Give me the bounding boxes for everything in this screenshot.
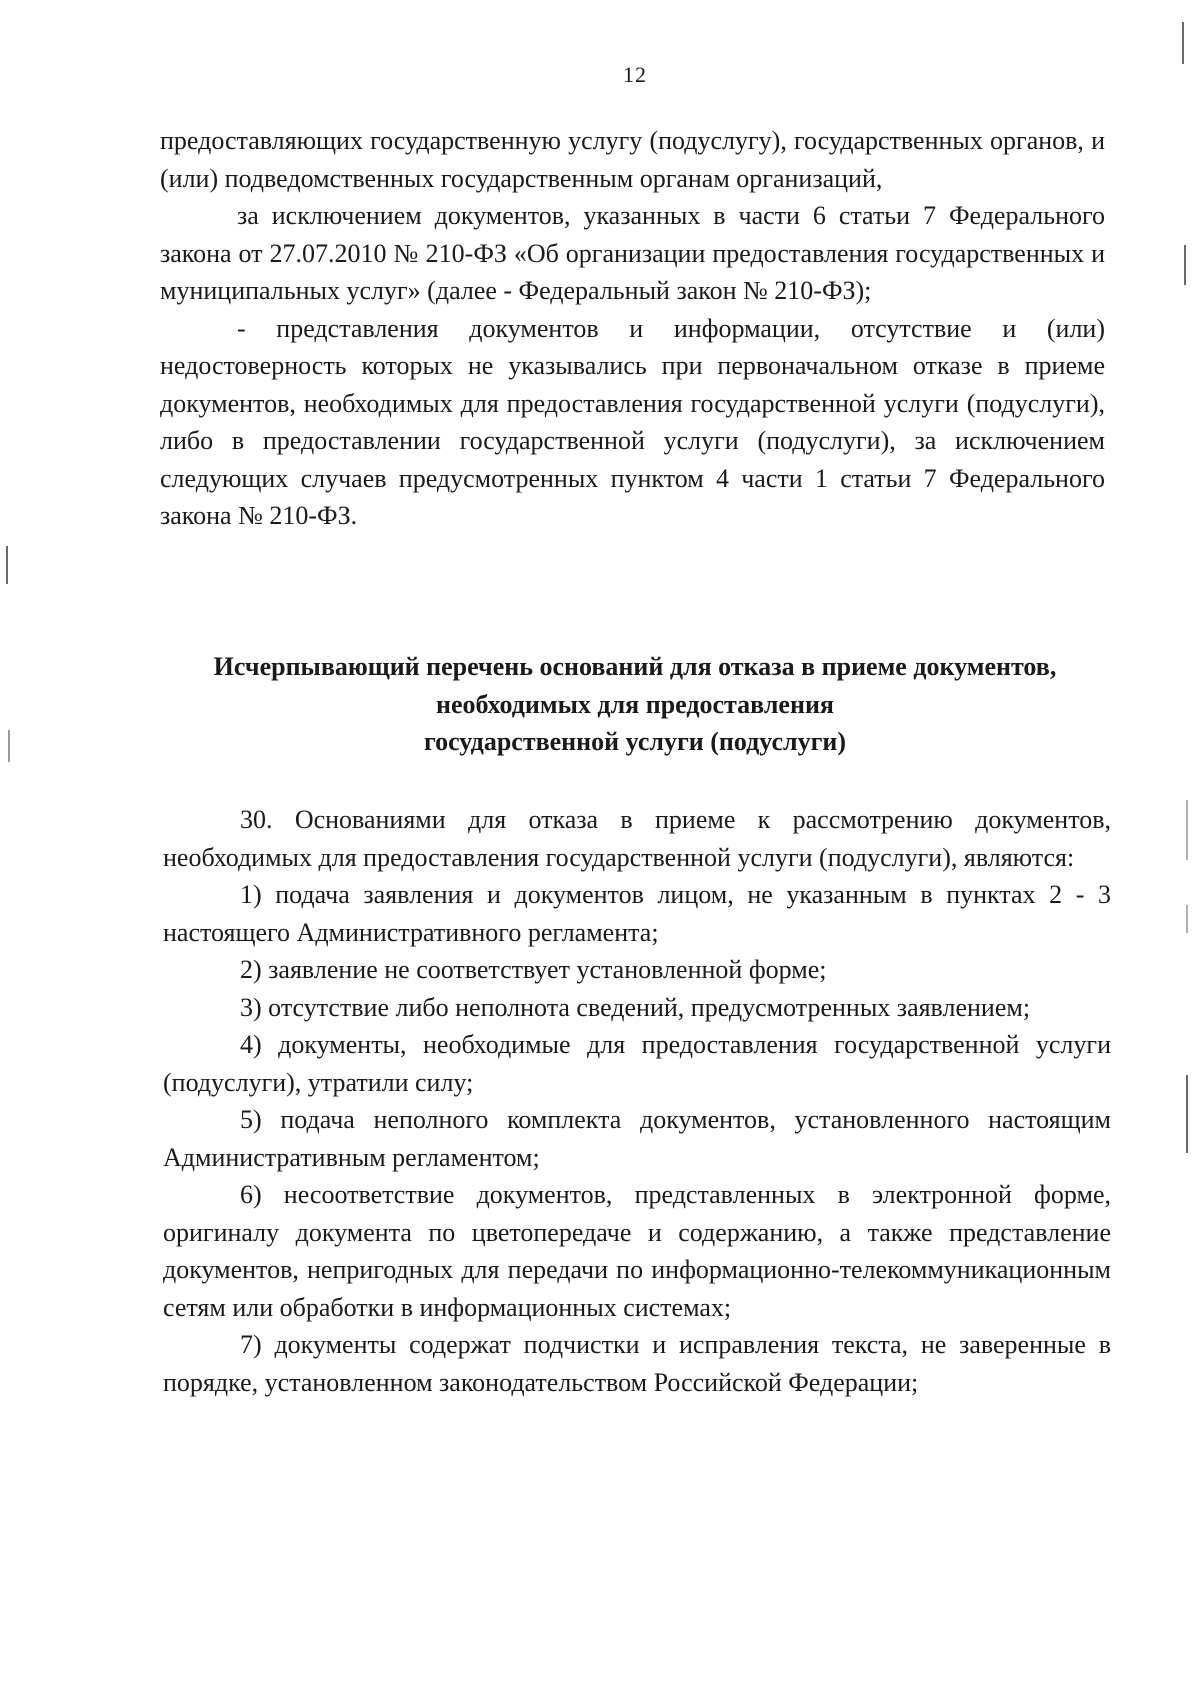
scan-artifact xyxy=(1184,245,1186,285)
heading-line: необходимых для предоставления xyxy=(435,689,834,719)
paragraph: - представления документов и информации, отсутствие и (или) недостоверность которых не указывались при первоначальном отказе в приеме документов, необходимых для предоставления государственной услуги (подуслуги), либо в предоставлении государственной услуги (подуслуги), за исключением следующих случаев предусмотренных пунктом 4 части 1 статьи 7 Федерального закона № 210-ФЗ. xyxy=(160,313,1105,530)
scan-artifact xyxy=(1186,800,1188,860)
list-item: 5) подача неполного комплекта документов, установленного настоящим Административным регламентом; xyxy=(163,1105,1111,1172)
list-item: 2) заявление не соответствует установленной форме; xyxy=(240,955,827,984)
scan-artifact xyxy=(6,546,8,584)
paragraph: предоставляющих государственную услугу (подуслугу), государственных органов, и (или) подведомственных государственным органам организаций, xyxy=(160,126,1105,193)
section-heading xyxy=(150,648,1120,761)
heading-line: государственной услуги (подуслуги) xyxy=(423,727,847,756)
list-item: 4) документы, необходимые для предоставления государственной услуги (подуслуги), утратили силу; xyxy=(163,1030,1111,1097)
scan-artifact xyxy=(1182,22,1184,64)
clause-30-intro: 30. Основаниями для отказа в приеме к рассмотрению документов, необходимых для предоставления государственной услуги (подуслуги), являются: xyxy=(163,805,1111,872)
intro-text-block xyxy=(160,122,1105,535)
list-item: 6) несоответствие документов, представленных в электронной форме, оригиналу документа по цветопередаче и содержанию, а также представление документов, непригодных для передачи по информационно-телекоммуникационным сетям или обработки в информационных системах; xyxy=(163,1180,1111,1322)
page-number: 12 xyxy=(623,62,647,87)
paragraph: за исключением документов, указанных в части 6 статьи 7 Федерального закона от 27.07.2010 № 210-ФЗ «Об организации предоставления государственных и муниципальных услуг» (далее - Федеральный закон № 210-ФЗ); xyxy=(160,201,1105,305)
list-item: 7) документы содержат подчистки и исправления текста, не заверенные в порядке, установленном законодательством Российской Федерации; xyxy=(163,1330,1111,1397)
scan-artifact xyxy=(1186,1075,1188,1153)
list-item: 3) отсутствие либо неполнота сведений, предусмотренных заявлением; xyxy=(240,992,1031,1022)
heading-line: Исчерпывающий перечень оснований для отказа в приеме документов, xyxy=(213,652,1057,681)
scan-artifact xyxy=(8,730,10,762)
scan-artifact xyxy=(1186,905,1188,933)
list-item: 1) подача заявления и документов лицом, не указанным в пунктах 2 - 3 настоящего Административного регламента; xyxy=(163,880,1111,947)
grounds-list-block xyxy=(163,801,1111,1401)
